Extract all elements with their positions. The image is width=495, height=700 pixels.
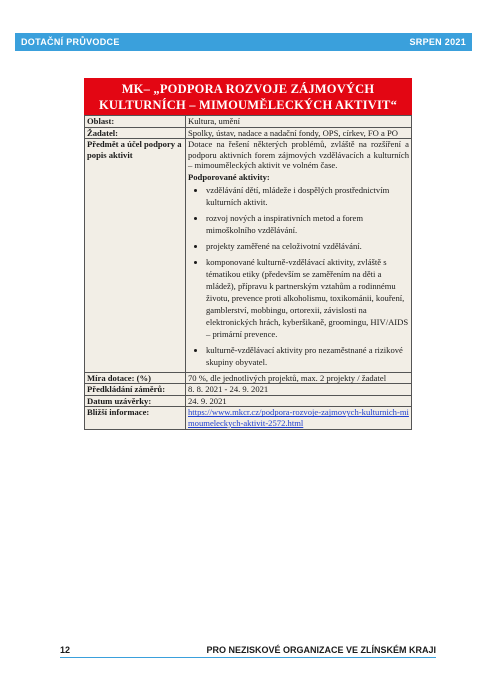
list-item: • vzdělávání dětí, mládeže i dospělých prostřednictvím kulturních aktivit.: [206, 184, 409, 208]
row-label-uzaverka: Datum uzávěrky:: [85, 395, 186, 407]
table-row: [85, 407, 412, 429]
row-label-predmet: Předmět a účel podpory a popis aktivit: [85, 139, 186, 372]
list-item: • rozvoj nových a inspirativních metod a forem mimoškolního vzdělávání.: [206, 212, 409, 236]
row-label-predkladani: Předkládání záměrů:: [85, 384, 186, 396]
grant-title: MK– „PODPORA ROZVOJE ZÁJMOVÝCH KULTURNÍCH – MIMOUMĚLECKÝCH AKTIVIT“: [84, 78, 412, 115]
row-label-info: Bližší informace:: [85, 407, 186, 429]
page-number: 12: [60, 645, 71, 655]
table-row: [85, 116, 412, 128]
info-link[interactable]: https://www.mkcr.cz/podpora-rozvoje-zajmovych-kulturnich-mimoumeleckych-aktivit-2572.html: [188, 407, 409, 428]
row-value-mira: 70 %, dle jednotlivých projektů, max. 2 projekty / žadatel: [186, 372, 412, 384]
list-item: • projekty zaměřené na celoživotní vzdělávání.: [206, 240, 409, 252]
row-label-oblast: Oblast:: [85, 116, 186, 128]
row-value-oblast: Kultura, umění: [186, 116, 412, 128]
table-row: [85, 395, 412, 407]
list-item: • komponované kulturně-vzdělávací aktivity, zvláště s tématikou etiky (především se zaměřením na děti a mládež), přípravu k partnerským vztahům a rodinnému životu, prevence proti alkoholismu, toxikománii, kouření, gamblerství, mobbingu, ortorexii, závislosti na elektronických hrách, kyberšikaně, groomingu, HIV/AIDS – primární prevence.: [206, 256, 409, 340]
list-item: • kulturně-vzdělávací aktivity pro nezaměstnané a rizikové skupiny obyvatel.: [206, 344, 409, 368]
grant-table: [84, 115, 412, 430]
row-label-zadatel: Žadatel:: [85, 127, 186, 139]
footer-text: PRO NEZISKOVÉ ORGANIZACE VE ZLÍNSKÉM KRAJI: [206, 645, 436, 655]
header-right-text: SRPEN 2021: [409, 37, 466, 47]
row-label-mira: Míra dotace: (%): [85, 372, 186, 384]
table-row: [85, 384, 412, 396]
row-value-info: [186, 407, 412, 429]
header-band: [15, 33, 472, 51]
predmet-subheading: Podporované aktivity:: [188, 171, 270, 182]
table-row: [85, 139, 412, 372]
predmet-intro: Dotace na řešení některých problémů, zvláště na rozšíření a podporu aktivních forem zájmových vzdělávacích a kulturních – mimouměleckých aktivit ve volném čase.: [188, 139, 409, 171]
table-row: [85, 372, 412, 384]
row-value-predmet: [186, 139, 412, 372]
row-value-uzaverka: 24. 9. 2021: [186, 395, 412, 407]
row-value-zadatel: Spolky, ústav, nadace a nadační fondy, OPS, církev, FO a PO: [186, 127, 412, 139]
grant-card: [84, 78, 412, 430]
header-left-text: DOTAČNÍ PRŮVODCE: [21, 37, 120, 47]
table-row: [85, 127, 412, 139]
row-value-predkladani: 8. 8. 2021 - 24. 9. 2021: [186, 384, 412, 396]
footer-divider: [60, 657, 436, 658]
activities-list: [188, 184, 409, 368]
